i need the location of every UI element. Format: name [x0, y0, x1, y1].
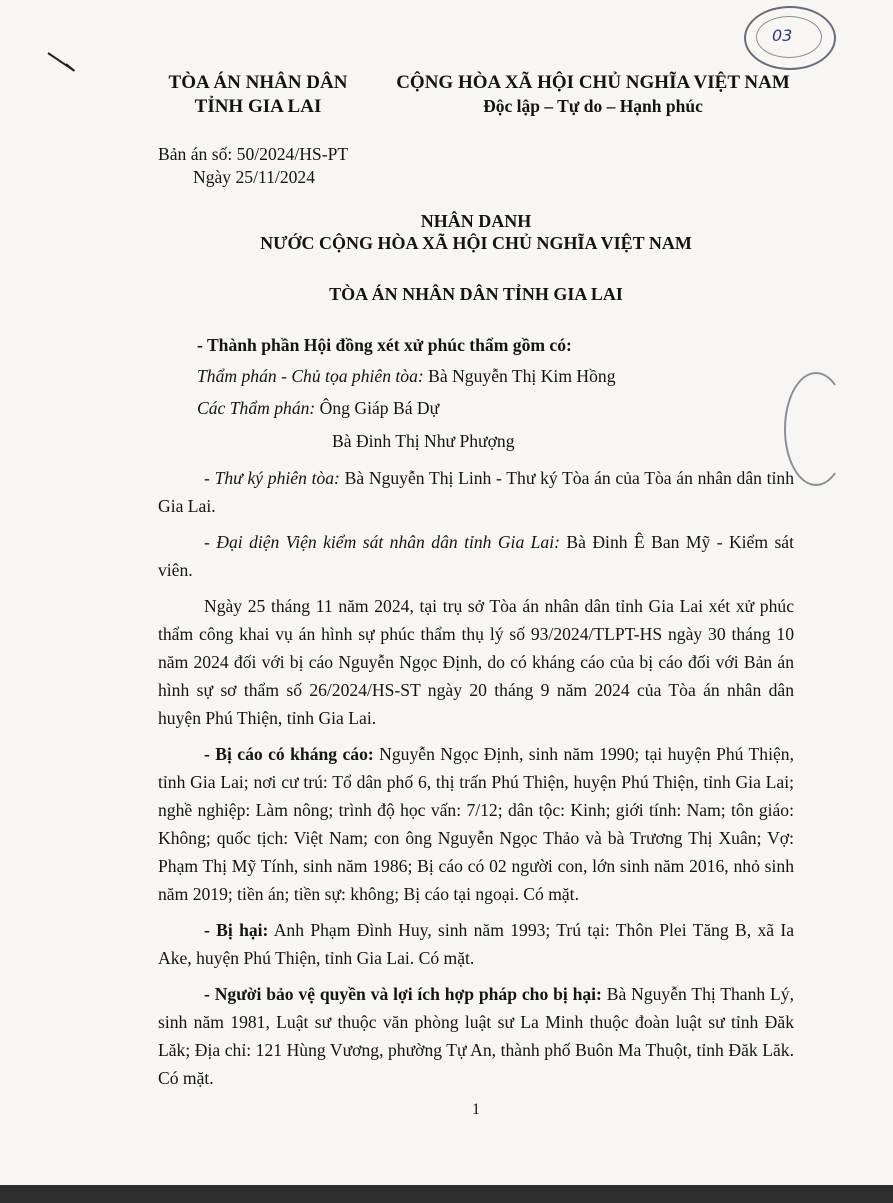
defendant-paragraph: [158, 740, 794, 908]
victim-text: Anh Phạm Đình Huy, sinh năm 1993; Trú tại: Thôn Plei Tăng B, xã Ia Ake, huyện Phú Thiện, tỉnh Gia Lai. Có mặt.: [158, 920, 795, 968]
court-name: [168, 72, 348, 118]
presiding-judge-line: [197, 366, 616, 387]
title-court: TÒA ÁN NHÂN DÂN TỈNH GIA LAI: [329, 284, 623, 304]
case-number: Bản án số: 50/2024/HS-PT: [158, 144, 349, 164]
judge-2-name: Bà Đinh Thị Như Phượng: [332, 431, 515, 451]
court-name-line1: TÒA ÁN NHÂN DÂN: [168, 72, 348, 93]
intro-paragraph: Ngày 25 tháng 11 năm 2024, tại trụ sở Tòa án nhân dân tỉnh Gia Lai xét xử phúc thẩm công khai vụ án hình sự phúc thẩm thụ lý số 93/2024/TLPT-HS ngày 30 tháng 10 năm 2024 đối với bị cáo Nguyễn Ngọc Định, do có kháng cáo của bị cáo đối với Bản án hình sự sơ thẩm số 26/2024/HS-ST ngày 20 tháng 9 năm 2024 của Tòa án nhân dân huyện Phú Thiện, tỉnh Gia Lai.: [158, 596, 794, 728]
national-motto: [388, 72, 798, 117]
panel-heading: - Thành phần Hội đồng xét xử phúc thẩm gồm có:: [197, 335, 572, 355]
motto: Độc lập – Tự do – Hạnh phúc: [483, 96, 703, 116]
title-nation: NƯỚC CỘNG HÒA XÃ HỘI CHỦ NGHĨA VIỆT NAM: [260, 233, 692, 253]
case-date: Ngày 25/11/2024: [193, 167, 316, 187]
clerk-label: - Thư ký phiên tòa:: [204, 468, 340, 488]
stamp-number: 03: [772, 26, 793, 45]
court-seal-stamp: [744, 6, 836, 70]
presiding-judge-label: Thẩm phán - Chủ tọa phiên tòa:: [197, 366, 424, 386]
judges-label: Các Thẩm phán:: [197, 398, 316, 418]
judge-1-name: Ông Giáp Bá Dự: [315, 398, 440, 418]
page-number: 1: [472, 1101, 480, 1118]
prosecutor-label: - Đại diện Viện kiểm sát nhân dân tỉnh Gia Lai:: [204, 532, 560, 552]
lawyer-text: Bà Nguyễn Thị Thanh Lý, sinh năm 1981, Luật sư thuộc văn phòng luật sư La Minh thuộc đoàn luật sư tỉnh Đăk Lăk; Địa chỉ: 121 Hùng Vương, phường Tự An, thành phố Buôn Ma Thuột, tỉnh Đăk Lăk. Có mặt.: [158, 984, 794, 1088]
judgment-body: [158, 464, 794, 1100]
prosecutor-text: Bà Đinh Ê Ban Mỹ - Kiểm sát viên.: [158, 532, 795, 580]
prosecutor-paragraph: [158, 528, 794, 584]
defendant-label: - Bị cáo có kháng cáo:: [204, 744, 374, 764]
court-name-line2: TỈNH GIA LAI: [194, 96, 322, 117]
victim-paragraph: [158, 916, 794, 972]
judges-line: [197, 398, 439, 419]
defendant-text: Nguyễn Ngọc Định, sinh năm 1990; tại huyện Phú Thiện, tỉnh Gia Lai; nơi cư trú: Tổ dân phố 6, thị trấn Phú Thiện, huyện Phú Thiện, tỉnh Gia Lai; nghề nghiệp: Làm nông; trình độ học vấn: 7/12; dân tộc: Kinh; giới tính: Nam; tôn giáo: Không; quốc tịch: Việt Nam; con ông Nguyễn Ngọc Thảo và bà Trương Thị Xuân; Vợ: Phạm Thị Mỹ Tính, sinh năm 1986; Bị cáo có 02 người con, lớn sinh năm 2016, nhỏ sinh năm 2019; tiền án; tiền sự: không; Bị cáo tại ngoại. Có mặt.: [158, 744, 794, 904]
lawyer-paragraph: [158, 980, 794, 1092]
country-name: CỘNG HÒA XÃ HỘI CHỦ NGHĨA VIỆT NAM: [396, 72, 790, 93]
lawyer-label: - Người bảo vệ quyền và lợi ích hợp pháp cho bị hại:: [204, 984, 602, 1004]
title-in-the-name: NHÂN DANH: [420, 211, 532, 231]
clerk-text: Bà Nguyễn Thị Linh - Thư ký Tòa án của Tòa án nhân dân tỉnh Gia Lai.: [158, 468, 794, 516]
victim-label: - Bị hại:: [204, 920, 269, 940]
presiding-judge-name: Bà Nguyễn Thị Kim Hồng: [423, 366, 616, 386]
scan-bottom-border: [0, 1185, 893, 1203]
clerk-paragraph: [158, 464, 794, 520]
